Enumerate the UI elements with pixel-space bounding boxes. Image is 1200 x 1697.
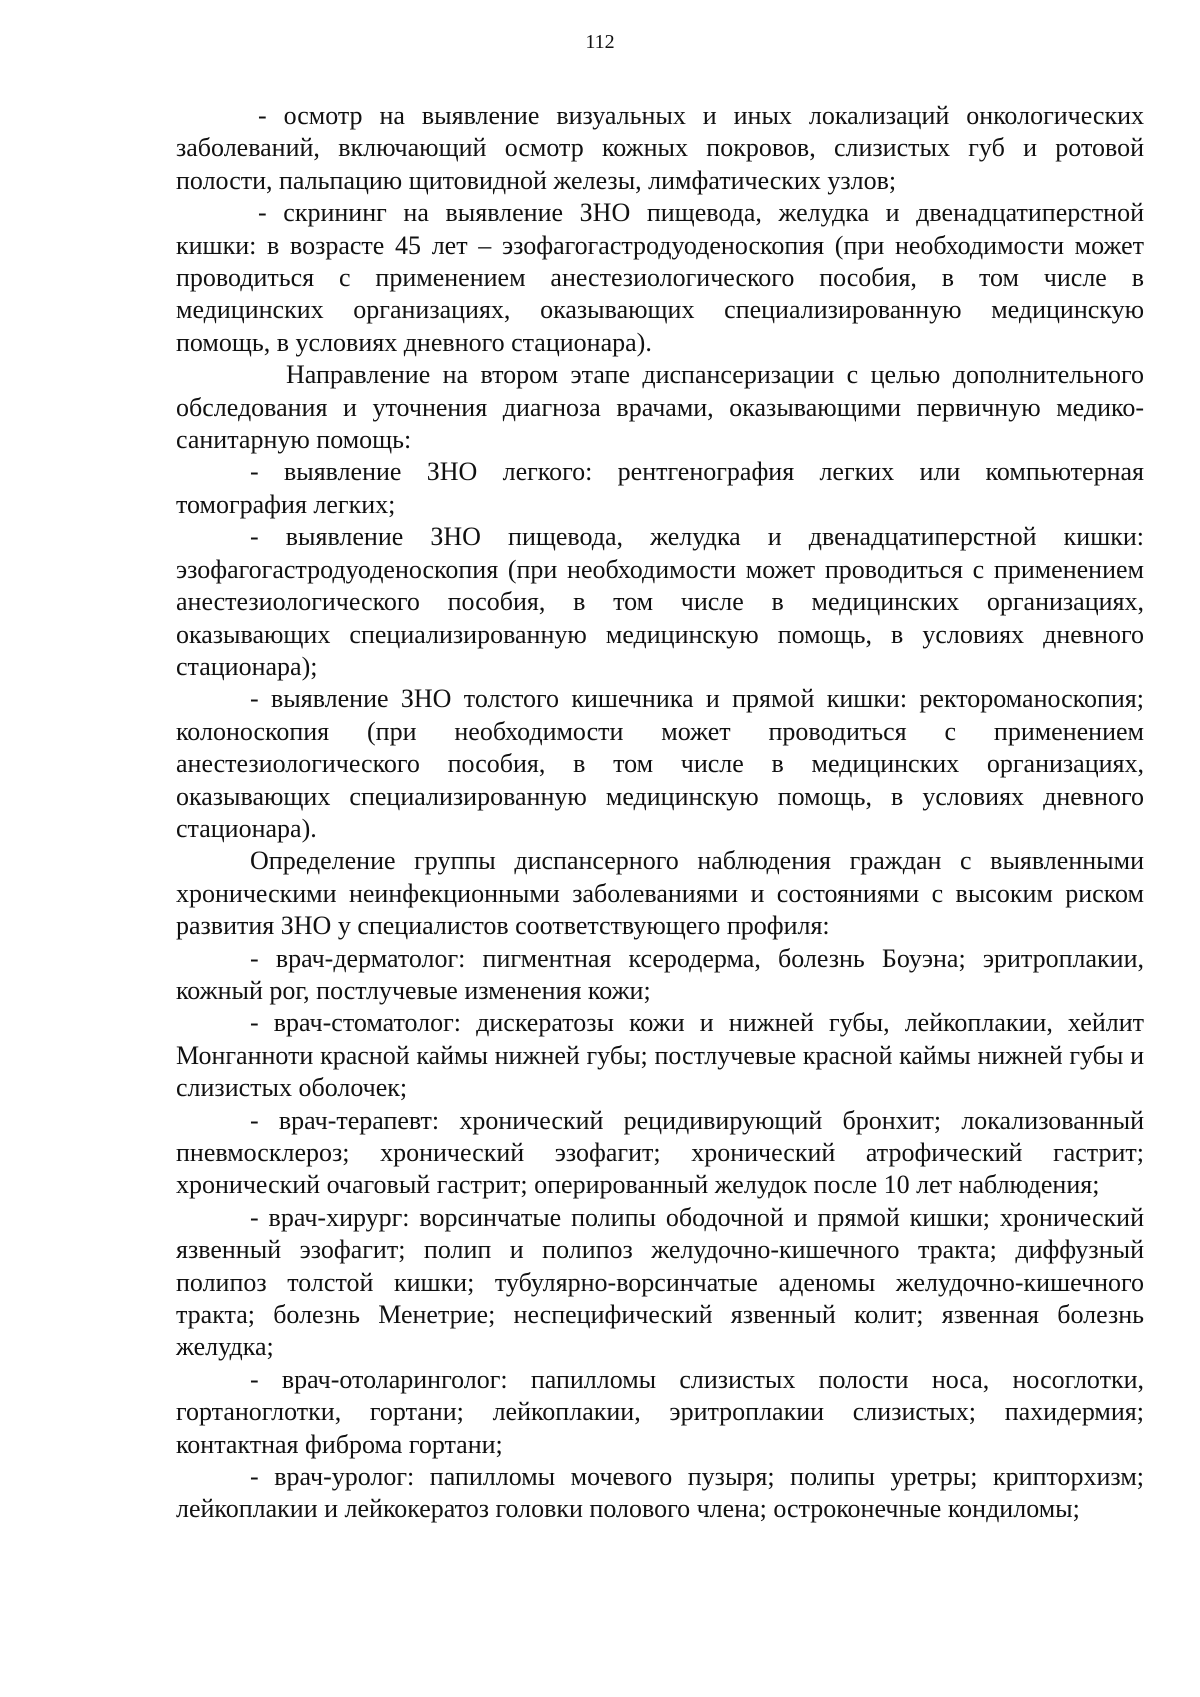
paragraph-second-stage-referral: Направление на втором этапе диспансеризации с целью дополнительного обследования и уточнения диагноза врачами, оказывающими первичную медико-санитарную помощь: bbox=[176, 360, 1144, 455]
paragraph-colon-detection: - выявление ЗНО толстого кишечника и прямой кишки: ректороманоскопия; колоноскопия (при необходимости может проводиться с применением анестезиологического пособия, в том числе в медицинских организациях, оказывающих специализированную медицинскую помощь, в условиях дневного стационара). bbox=[176, 684, 1144, 843]
document-body bbox=[176, 100, 1144, 1526]
paragraph-oncology-exam: - осмотр на выявление визуальных и иных локализаций онкологических заболеваний, включающий осмотр кожных покровов, слизистых губ и ротовой полости, пальпацию щитовидной железы, лимфатических узлов; bbox=[176, 101, 1144, 195]
paragraph-observation-group: Определение группы диспансерного наблюдения граждан с выявленными хроническими неинфекционными заболеваниями и состояниями с высоким риском развития ЗНО у специалистов соответствующего профиля: bbox=[176, 846, 1144, 941]
paragraph-surgeon: - врач-хирург: ворсинчатые полипы ободочной и прямой кишки; хронический язвенный эзофагит; полип и полипоз желудочно-кишечного тракта; диффузный полипоз толстой кишки; тубулярно-ворсинчатые аденомы желудочно-кишечного тракта; болезнь Менетрие; неспецифический язвенный колит; язвенная болезнь желудка; bbox=[176, 1202, 1144, 1362]
paragraph-lung-detection: - выявление ЗНО легкого: рентгенография легких или компьютерная томография легких; bbox=[176, 457, 1144, 519]
paragraph-dermatologist: - врач-дерматолог: пигментная ксеродерма, болезнь Боуэна; эритроплакии, кожный рог, постлучевые изменения кожи; bbox=[176, 943, 1144, 1005]
paragraph-therapist: - врач-терапевт: хронический рецидивирующий бронхит; локализованный пневмосклероз; хронический эзофагит; хронический атрофический гастрит; хронический очаговый гастрит; оперированный желудок после 10 лет наблюдения; bbox=[176, 1105, 1144, 1200]
paragraph-screening-esophagus: - скрининг на выявление ЗНО пищевода, желудка и двенадцатиперстной кишки: в возрасте 45 лет – эзофагогастродуоденоскопия (при необходимости может проводиться с применением анестезиологического пособия, в том числе в медицинских организациях, оказывающих специализированную медицинскую помощь, в условиях дневного стационара). bbox=[176, 198, 1144, 357]
paragraph-esophagus-detection: - выявление ЗНО пищевода, желудка и двенадцатиперстной кишки: эзофагогастродуоденоскопия (при необходимости может проводиться с применением анестезиологического пособия, в том числе в медицинских организациях, оказывающих специализированную медицинскую помощь, в условиях дневного стационара); bbox=[176, 522, 1144, 681]
paragraph-urologist: - врач-уролог: папилломы мочевого пузыря; полипы уретры; крипторхизм; лейкоплакии и лейкокератоз головки полового члена; остроконечные кондиломы; bbox=[176, 1462, 1144, 1524]
page-number: 112 bbox=[585, 31, 615, 53]
paragraph-dentist: - врач-стоматолог: дискератозы кожи и нижней губы, лейкоплакии, хейлит Монганноти красной каймы нижней губы; постлучевые красной каймы нижней губы и слизистых оболочек; bbox=[176, 1008, 1144, 1103]
paragraph-otolaryngologist: - врач-отоларинголог: папилломы слизистых полости носа, носоглотки, гортаноглотки, гортани; лейкоплакии, эритроплакии слизистых; пахидермия; контактная фиброма гортани; bbox=[176, 1364, 1144, 1459]
